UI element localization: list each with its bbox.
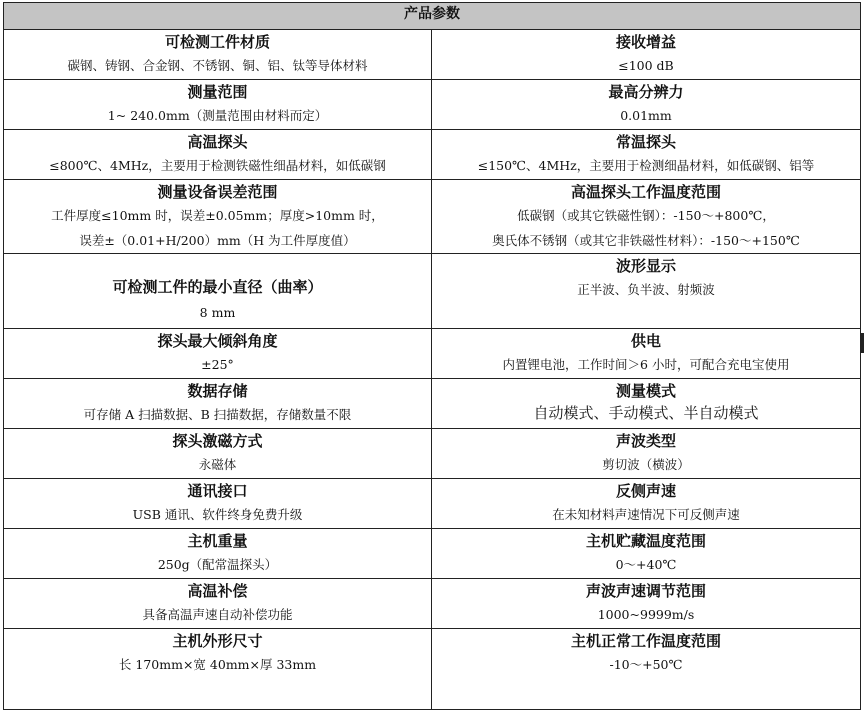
spec-value: 永磁体	[198, 457, 237, 472]
spec-label: 常温探头	[615, 133, 676, 151]
spec-label: 反侧声速	[615, 482, 676, 500]
spec-cell-interface	[4, 479, 432, 529]
spec-label: 波形显示	[615, 257, 676, 275]
spec-value: ≤150℃、4MHz，主要用于检测细晶材料，如低碳钢、铝等	[477, 158, 815, 173]
spec-value: 正半波、负半波、射频波	[577, 282, 715, 297]
spec-label: 声波声速调节范围	[585, 582, 706, 600]
spec-value: 长 170mm×宽 40mm×厚 33mm	[118, 657, 317, 672]
table-row	[4, 254, 861, 329]
spec-label: 声波类型	[615, 432, 676, 450]
spec-value: ≤800℃、4MHz，主要用于检测铁磁性细晶材料，如低碳钢	[49, 158, 386, 173]
table-header-row	[4, 3, 861, 30]
table-row	[4, 579, 861, 629]
table-row	[4, 479, 861, 529]
spec-cell-waveform	[432, 254, 861, 329]
table-row	[4, 379, 861, 429]
product-parameters-table	[3, 2, 861, 710]
spec-value: -10～+50℃	[609, 657, 683, 672]
table-row	[4, 629, 861, 710]
spec-label: 通讯接口	[187, 482, 248, 500]
spec-cell-resolution	[432, 80, 861, 130]
spec-label: 可检测工件的最小直径（曲率）	[112, 278, 323, 296]
spec-block	[4, 278, 431, 321]
spec-label: 最高分辨力	[608, 83, 684, 101]
spec-value: ±25°	[201, 357, 234, 372]
table-title: 产品参数	[4, 3, 861, 30]
spec-label: 高温探头工作温度范围	[570, 183, 721, 201]
spec-cell-power	[432, 329, 861, 379]
spec-value: ≤100 dB	[618, 58, 674, 73]
table-row	[4, 329, 861, 379]
table-row	[4, 80, 861, 130]
table-row	[4, 130, 861, 180]
spec-label: 测量设备误差范围	[157, 183, 278, 201]
spec-label: 测量模式	[615, 382, 676, 400]
table-row	[4, 30, 861, 80]
spec-cell-probe-temp-range	[432, 180, 861, 254]
spec-label: 接收增益	[615, 33, 676, 51]
spec-label: 数据存储	[187, 382, 248, 400]
spec-cell-min-diameter	[4, 254, 432, 329]
spec-label: 高温探头	[187, 133, 248, 151]
spec-value: 0～+40℃	[615, 557, 677, 572]
spec-cell-measure-range	[4, 80, 432, 130]
spec-cell-measure-mode	[432, 379, 861, 429]
spec-cell-high-temp-probe	[4, 130, 432, 180]
spec-value: 1000~9999m/s	[597, 607, 695, 622]
spec-cell-material	[4, 30, 432, 80]
spec-value: USB 通讯、软件终身免费升级	[132, 507, 303, 522]
spec-cell-storage-temp	[432, 529, 861, 579]
spec-value: 0.01mm	[620, 108, 672, 123]
table-row	[4, 529, 861, 579]
spec-cell-data-storage	[4, 379, 432, 429]
spec-label: 主机外形尺寸	[172, 632, 263, 650]
spec-label: 供电	[630, 332, 661, 350]
spec-label: 探头最大倾斜角度	[157, 332, 278, 350]
spec-cell-operating-temp	[432, 629, 861, 710]
spec-cell-velocity-range	[432, 579, 861, 629]
spec-label: 高温补偿	[187, 582, 248, 600]
spec-value: 剪切波（横波）	[602, 457, 690, 472]
table-row	[4, 180, 861, 254]
spec-label: 主机重量	[187, 532, 248, 550]
spec-label: 主机正常工作温度范围	[570, 632, 721, 650]
spec-value: 1~ 240.0mm（测量范围由材料而定）	[107, 108, 328, 123]
spec-value: 工件厚度≤10mm 时，误差±0.05mm；厚度>10mm 时，	[51, 208, 384, 223]
spec-cell-excitation	[4, 429, 432, 479]
spec-cell-wave-type	[432, 429, 861, 479]
spec-value: 内置锂电池，工作时间＞6 小时，可配合充电宝使用	[502, 357, 790, 372]
spec-value: 250g（配常温探头）	[157, 557, 278, 572]
spec-value: 具备高温声速自动补偿功能	[142, 607, 293, 622]
spec-cell-receive-gain	[432, 30, 861, 80]
spec-value: 自动模式、手动模式、半自动模式	[533, 404, 759, 422]
spec-cell-temp-compensation	[4, 579, 432, 629]
spec-cell-device-error	[4, 180, 432, 254]
spec-label: 测量范围	[187, 83, 248, 101]
spec-cell-normal-temp-probe	[432, 130, 861, 180]
spec-cell-dimensions	[4, 629, 432, 710]
spec-value: 低碳钢（或其它铁磁性钢）：-150～+800℃，	[517, 208, 775, 223]
spec-value: 在未知材料声速情况下可反侧声速	[552, 507, 740, 522]
spec-value: 碳钢、铸钢、合金钢、不锈钢、铜、铝、钛等导体材料	[67, 58, 368, 73]
spec-value: 8 mm	[199, 305, 236, 320]
spec-label: 可检测工件材质	[164, 33, 270, 51]
spec-value: 奥氏体不锈钢（或其它非铁磁性材料）：-150～+150℃	[492, 233, 800, 248]
spec-value: 误差±（0.01+H/200）mm（H 为工件厚度值）	[79, 233, 356, 248]
spec-cell-tilt-angle	[4, 329, 432, 379]
spec-cell-weight	[4, 529, 432, 579]
spec-label: 探头激磁方式	[172, 432, 263, 450]
spec-cell-reverse-velocity	[432, 479, 861, 529]
spec-label: 主机贮藏温度范围	[585, 532, 706, 550]
table-row	[4, 429, 861, 479]
spec-value: 可存储 A 扫描数据、B 扫描数据，存储数量不限	[83, 407, 352, 422]
